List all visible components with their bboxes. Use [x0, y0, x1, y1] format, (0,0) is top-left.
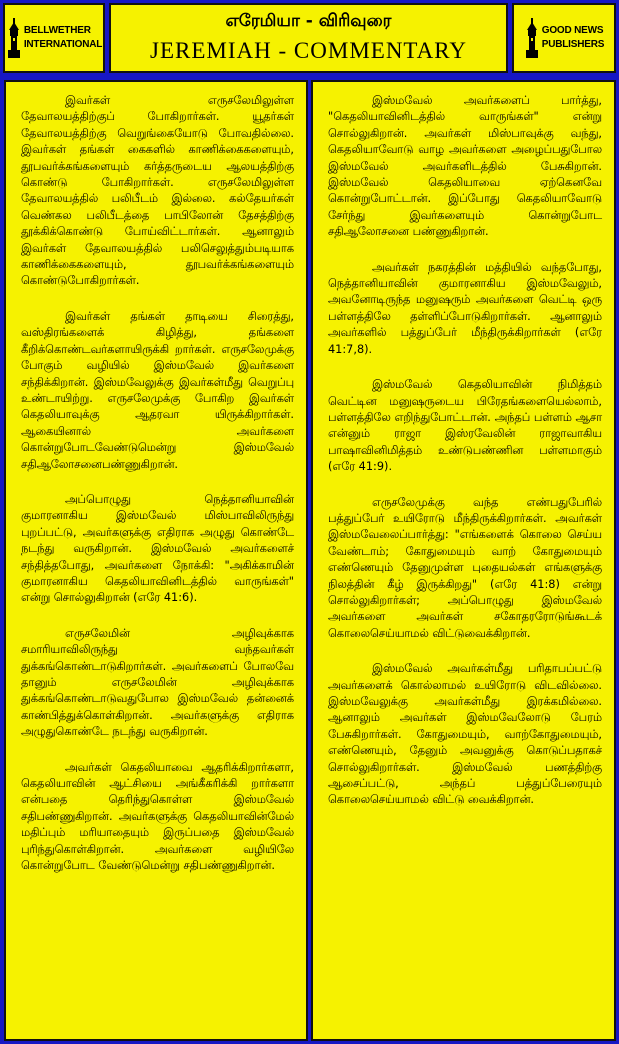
- right-column: [311, 80, 616, 1041]
- paragraph: அவர்கள் நகரத்தின் மத்தியில் வந்தபோது, நெத்தானியாவின் குமாரனாகிய இஸ்மவேலும், அவனோடிருந்த மனுஷரும் அவர்களை வெட்டி ஒரு பள்ளத்திலே தள்ளிப்போடுகிறார்கள். ஆனாலும் அவர்களில் பத்துப்பேர் மீந்திருக்கிறார்கள் (எரே 41:7,8).: [328, 260, 602, 356]
- paragraph: இஸ்மவேல் அவர்களைப் பார்த்து, "கெதலியாவினிடத்தில் வாருங்கள்" என்று சொல்லுகிறான். அவர்கள் மிஸ்பாவுக்கு வந்து, கெதலியாவோடு வாழ அவர்களை அழைப்பதுபோல இஸ்மவேல் அவர்களிடத்தில் பேசுகிறான். இஸ்மவேல் கெதலியாவை ஏற்கெனவே கொன்றுபோட்டான். இப்போது கெதலியாவோடு சேர்ந்து இவர்களையும் கொன்றுபோட சதிஆலோசனை பண்ணுகிறான்.: [328, 94, 602, 239]
- paragraph: அப்பொழுது நெத்தானியாவின் குமாரனாகிய இஸ்மவேல் மிஸ்பாவிலிருந்து புறப்பட்டு, அவர்களுக்கு எதிராக அழுது கொண்டே நடந்து வருகிறான். இஸ்மவேல் அவர்களைச் சந்தித்தபோது, அவர்களை நோக்கி: "அகிக்காமின் குமாரனாகிய கெதலியாவினிடத்தில் வாருங்கள்" என்று சொல்லுகிறான் (எரே 41:6).: [21, 492, 294, 605]
- title-banner: [109, 3, 508, 73]
- tower-icon: [524, 18, 540, 58]
- paragraph: எருசலேமுக்கு வந்த எண்பதுபேரில் பத்துப்பேர் உயிரோடு மீந்திருக்கிறார்கள். அவர்கள் இஸ்மவேலைப்பார்த்து: "எங்களைக் கொலை செய்ய வேண்டாம்; கோதுமையும் வாற் கோதுமையும் எண்ணெயும் தேனுமுள்ள புதையல்கள் எங்களுக்கு நிலத்தின் கீழ் இருக்கிறது" (எரே 41:8) என்று சொல்லுகிறார்கள்; அப்பொழுது இஸ்மவேல் அவர்களை அவர்கள் சகோதரரோடுங்கூடக் கொலைசெய்யாமல் விட்டுவைக்கிறான்.: [328, 495, 602, 640]
- title-english: JEREMIAH - COMMENTARY: [150, 38, 467, 63]
- paragraph: இவர்கள் எருசலேமிலுள்ள தேவாலயத்திற்குப் போகிறார்கள். யூதர்கள் தேவாலயத்திற்கு வெறுங்கையோடு போவதில்லை. இவர்கள் தங்கள் கைகளில் காணிக்கைகளையும், தூபவர்க்கங்களையும் கர்த்தருடைய ஆலயத்திற்கு கொண்டு போகிறார்கள். எருசலேமிலுள்ள தேவாலயத்தில் பலிபீடம் இல்லை. கல்தேயர்கள் வெண்கல பலிபீடத்தை பாபிலோன் தேசத்திற்கு தூக்கிக்கொண்டு போய்விட்டார்கள். ஆனாலும் இவர்கள் தேவாலயத்தில் பலிசெலுத்தும்படியாக காணிக்கைகளையும், தூபவர்க்கங்களையும் கொண்டுபோகிறார்கள்.: [21, 94, 294, 288]
- tower-icon: [6, 18, 22, 58]
- good-news-logo: [512, 3, 616, 73]
- paragraph: இஸ்மவேல் கெதலியாவின் நிமித்தம் வெட்டின மனுஷருடைய பிரேதங்களையெல்லாம், பள்ளத்திலே எறிந்துபோட்டான். அந்தப் பள்ளம் ஆசா என்னும் ராஜா இஸ்ரவேலின் ராஜாவாகிய பாஷாவினிமித்தம் உண்டுபண்ணின பள்ளமாகும் (எரே 41:9).: [328, 378, 602, 474]
- paragraph: இவர்கள் தங்கள் தாடியை சிரைத்து, வஸ்திரங்களைக் கிழித்து, தங்களை கீறிக்கொண்டவர்களாயிருக்கி றார்கள். எருசலேமுக்கு போகும் வழியில் இஸ்மவேல் இவர்களை சந்திக்கிறான். இஸ்மவேலுக்கு இவர்கள்மீது வெறுப்பு உண்டாயிற்று. எருசலேமுக்கு போகிற இவர்கள் கெதலியாவுக்கு ஆதரவா யிருக்கிறார்கள். ஆகையினால் அவர்களை கொன்றுபோடவேண்டுமென்று இஸ்மவேல் சதிஆலோசனைபண்ணுகிறான்.: [21, 309, 294, 471]
- title-tamil: எரேமியா - விரிவுரை: [225, 11, 392, 31]
- bellwether-logo: [3, 3, 105, 73]
- paragraph: எருசலேமின் அழிவுக்காக சமாரியாவிலிருந்து வந்தவர்கள் துக்கங்கொண்டாடுகிறார்கள். அவர்களைப் போலவே தானும் எருசலேமின் அழிவுக்காக துக்கங்கொண்டாடுவதுபோல இஸ்மவேல் தன்னைக் காண்பித்துக்கொள்கிறான். அவர்களுக்கு எதிராக அழுதுகொண்டே நடந்து வருகிறான்.: [21, 626, 294, 739]
- left-logo-line2: INTERNATIONAL: [23, 39, 103, 50]
- left-column: [4, 80, 308, 1041]
- right-logo-line2: PUBLISHERS: [541, 39, 605, 50]
- paragraph: இஸ்மவேல் அவர்கள்மீது பரிதாபப்பட்டு அவர்களைக் கொல்லாமல் உயிரோடு விடவில்லை. இஸ்மவேலுக்கு அவர்கள்மீது இரக்கமில்லை. ஆனாலும் அவர்கள் இஸ்மவேலோடு பேரம் பேசுகிறார்கள். கோதுமையும், வாற்கோதுமையும், எண்ணெயும், தேனும் அவனுக்கு கொடுப்பதாகச் சொல்லுகிறார்கள். இஸ்மவேல் பணத்திற்கு ஆசைப்பட்டு, அந்தப் பத்துப்பேரையும் கொலைசெய்யாமல் விட்டு வைக்கிறான்.: [328, 662, 602, 807]
- left-logo-line1: BELLWETHER: [23, 25, 91, 36]
- paragraph: அவர்கள் கெதலியாவை ஆதரிக்கிறார்களா, கெதலியாவின் ஆட்சியை அங்கீகரிக்கி றார்களா என்பதை தெரிந்துகொள்ள இஸ்மவேல் சதிபண்ணுகிறான். அவர்களுக்கு கெதலியாவின்மேல் மதிப்பும் மரியாதையும் இருப்பதை இஸ்மவேல் புரிந்துகொள்கிறான். அவர்களை வழியிலே கொன்றுபோட வேண்டுமென்று சதிபண்ணுகிறான்.: [21, 760, 294, 873]
- right-logo-line1: GOOD NEWS: [541, 25, 604, 36]
